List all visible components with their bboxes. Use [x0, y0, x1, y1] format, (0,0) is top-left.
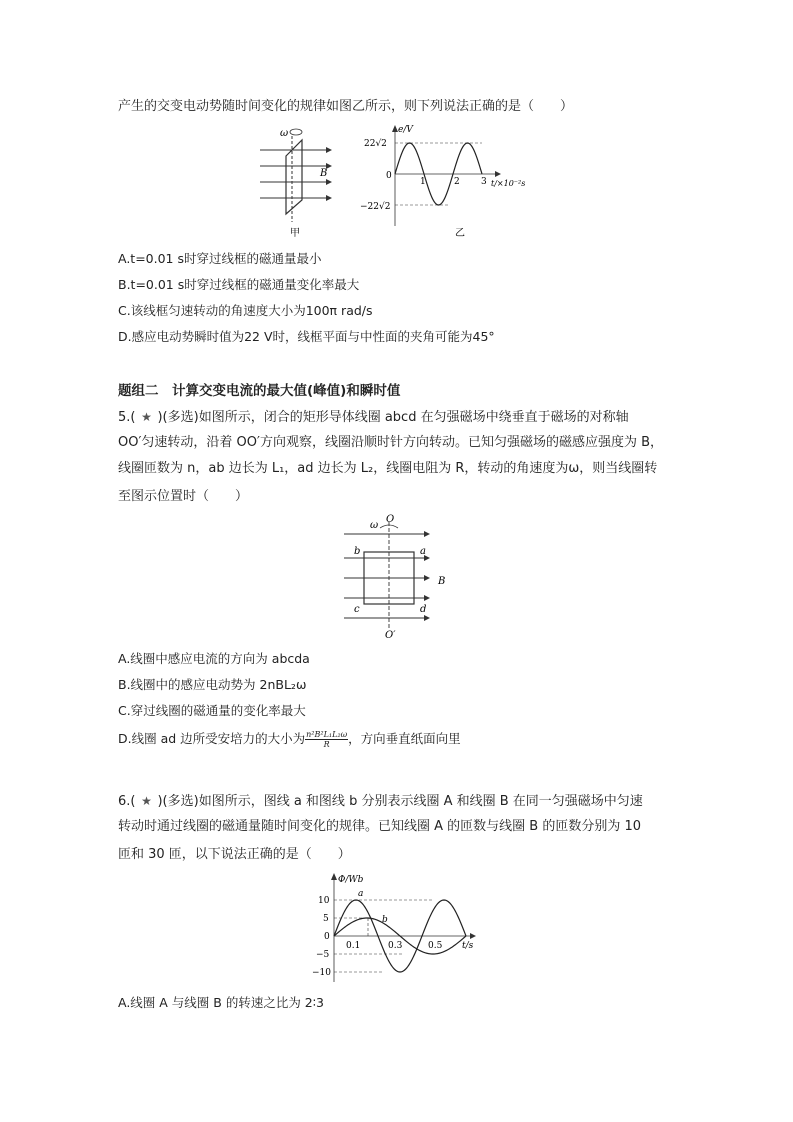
- label-o-top: O: [386, 514, 395, 525]
- label-b-field: B: [438, 576, 446, 587]
- question-4-stem: 产生的交变电动势随时间变化的规律如图乙所示，则下列说法正确的是（ ）: [118, 99, 574, 114]
- question-number: 6.(: [118, 794, 136, 809]
- label-omega: ω: [370, 520, 379, 531]
- difficulty-star-icon: ★: [141, 794, 152, 808]
- x-tick-3: 3: [481, 177, 487, 187]
- q5-option-a: A.线圈中感应电流的方向为 abcda: [118, 651, 310, 666]
- figure-3: [312, 872, 487, 984]
- q4-option-c: C.该线框匀速转动的角速度大小为100π rad/s: [118, 303, 373, 318]
- figure-1: [250, 122, 550, 240]
- question-5-line-4: 至图示位置时（ ）: [118, 489, 249, 504]
- section-title: 题组二 计算交变电流的最大值(峰值)和瞬时值: [118, 383, 401, 399]
- q4-option-a: A.t=0.01 s时穿过线框的磁通量最小: [118, 251, 322, 266]
- field-lines: [260, 150, 326, 198]
- question-5-line-3: 线圈匝数为 n，ab 边长为 L₁，ad 边长为 L₂，线圈电阻为 R，转动的角速度为ω，则当线圈转: [118, 461, 658, 476]
- x-axis-label: t/×10⁻²s: [491, 179, 526, 188]
- b-field-label: B: [320, 168, 328, 179]
- omega-label: ω: [280, 128, 289, 139]
- caption-jia: 甲: [290, 228, 300, 239]
- label-a: a: [420, 546, 426, 557]
- q6-text-1: )(多选)如图所示，图线 a 和图线 b 分别表示线圈 A 和线圈 B 在同一匀强磁场中匀速: [157, 794, 643, 809]
- rotation-arrow-icon: [290, 129, 302, 135]
- q5-option-c: C.穿过线圈的磁通量的变化率最大: [118, 703, 306, 718]
- curve-a-label: a: [358, 889, 364, 899]
- y-tick-bottom: −22√2: [360, 202, 391, 212]
- q6-option-a: A.线圈 A 与线圈 B 的转速之比为 2∶3: [118, 995, 324, 1010]
- x-tick-1: 1: [420, 177, 426, 187]
- x-tick-2: 2: [454, 177, 460, 187]
- q4-option-d: D.感应电动势瞬时值为22 V时，线框平面与中性面的夹角可能为45°: [118, 329, 495, 344]
- q5-option-d: [118, 730, 461, 749]
- question-6-line-2: 转动时通过线圈的磁通量随时间变化的规律。已知线圈 A 的匝数与线圈 B 的匝数分别为 10: [118, 819, 642, 834]
- y-axis-label: e/V: [398, 125, 413, 135]
- q5-option-b: B.线圈中的感应电动势为 2nBL₂ω: [118, 677, 307, 692]
- y-tick-10: 10: [318, 896, 330, 906]
- question-5-line-2: OO′匀速转动，沿着 OO′方向观察，线圈沿顺时针方向转动。已知匀强磁场的磁感应强度为 B，: [118, 435, 664, 450]
- question-6-line-3: 匝和 30 匝，以下说法正确的是（ ）: [118, 847, 351, 862]
- y-tick-5: 5: [323, 914, 329, 924]
- fraction: [305, 730, 348, 749]
- q4-option-b: B.t=0.01 s时穿过线框的磁通量变化率最大: [118, 277, 360, 292]
- origin-label: 0: [386, 171, 392, 181]
- x-tick-01: 0.1: [346, 941, 361, 951]
- label-d: d: [420, 604, 427, 615]
- x-axis-label: t/s: [462, 941, 474, 951]
- y-tick-top: 22√2: [364, 139, 387, 149]
- label-c: c: [354, 604, 360, 615]
- y-tick-0: 0: [324, 932, 330, 942]
- q5-option-d-pre: D.线圈 ad 边所受安培力的大小为: [118, 731, 306, 746]
- caption-yi: 乙: [455, 228, 465, 239]
- y-tick-neg10: −10: [312, 968, 331, 978]
- q5-option-d-post: ，方向垂直纸面向里: [348, 731, 461, 746]
- curve-b-label: b: [382, 915, 388, 925]
- label-o-bottom: O′: [385, 630, 396, 640]
- fraction-numerator: n²B²L₁L₂ω: [306, 730, 348, 739]
- difficulty-star-icon: ★: [141, 410, 152, 424]
- x-tick-03: 0.3: [388, 941, 403, 951]
- q5-text-1: )(多选)如图所示，闭合的矩形导体线圈 abcd 在匀强磁场中绕垂直于磁场的对称轴: [157, 410, 629, 425]
- fraction-denominator: R: [323, 740, 330, 749]
- label-b: b: [354, 546, 361, 557]
- figure-2: [340, 514, 470, 640]
- x-tick-05: 0.5: [428, 941, 443, 951]
- question-number: 5.(: [118, 410, 136, 425]
- question-6-line-1: [118, 792, 643, 811]
- question-5-line-1: [118, 408, 629, 427]
- y-tick-neg5: −5: [316, 950, 330, 960]
- coil-frame: [286, 140, 302, 214]
- y-axis-label: Φ/Wb: [338, 875, 364, 885]
- et-graph: [360, 125, 525, 239]
